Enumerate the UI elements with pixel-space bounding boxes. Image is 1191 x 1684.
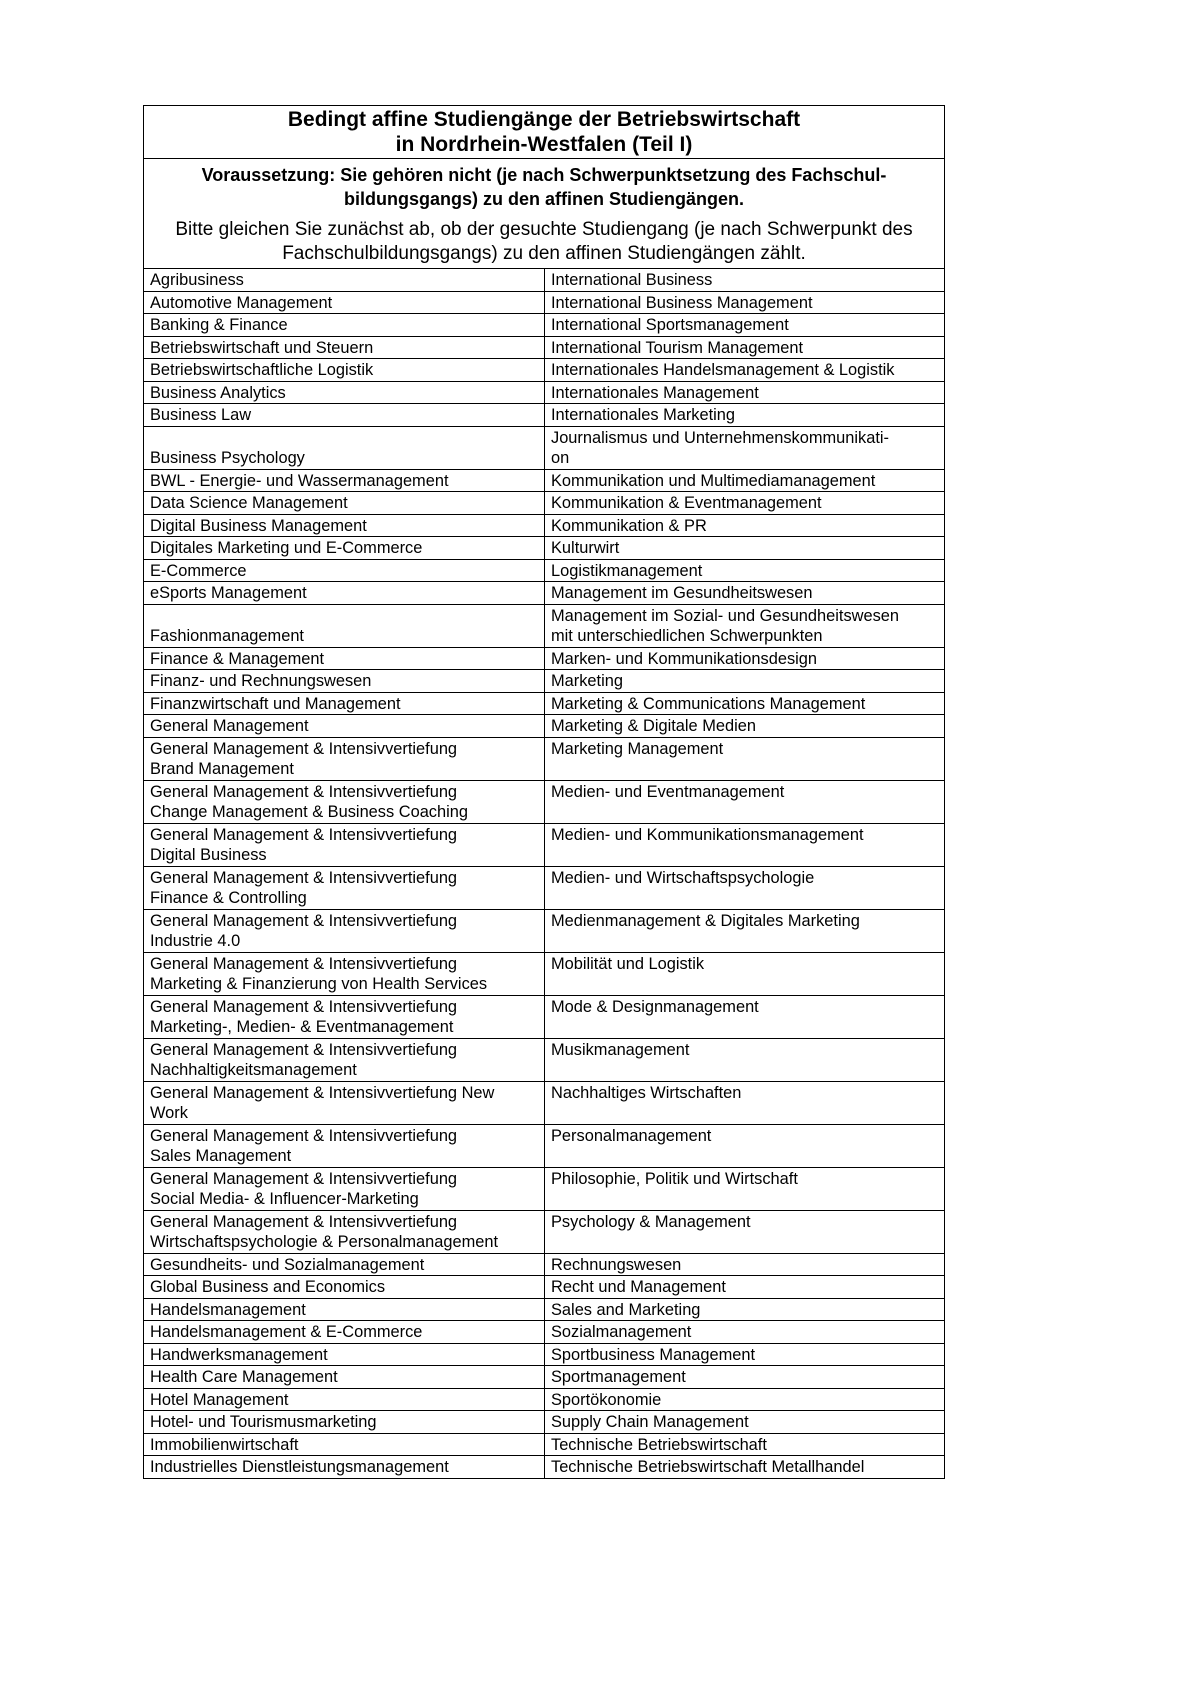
program-cell-right: Marken- und Kommunikationsdesign bbox=[545, 647, 945, 670]
program-cell-left: General Management & Intensivvertiefung Brand Management bbox=[144, 737, 545, 780]
table-row bbox=[144, 670, 945, 693]
program-cell-right: Nachhaltiges Wirtschaften bbox=[545, 1081, 945, 1124]
program-cell-right: Mode & Designmanagement bbox=[545, 995, 945, 1038]
program-cell-left: General Management & Intensivvertiefung Industrie 4.0 bbox=[144, 909, 545, 952]
program-cell-right: Sozialmanagement bbox=[545, 1321, 945, 1344]
prerequisite-line-1: Voraussetzung: Sie gehören nicht (je nach Schwerpunktsetzung des Fachschul- bbox=[201, 165, 887, 185]
table-row bbox=[144, 692, 945, 715]
instruction-line-1: Bitte gleichen Sie zunächst ab, ob der gesuchte Studiengang (je nach Schwerpunkt des bbox=[175, 219, 913, 240]
program-cell-right: Sportbusiness Management bbox=[545, 1343, 945, 1366]
program-cell-right: Internationales Handelsmanagement & Logistik bbox=[545, 359, 945, 382]
title-line-2: in Nordrhein-Westfalen (Teil I) bbox=[395, 133, 693, 156]
table-row bbox=[144, 823, 945, 866]
table-row bbox=[144, 359, 945, 382]
program-cell-right: International Business bbox=[545, 269, 945, 292]
program-cell-left: Finanzwirtschaft und Management bbox=[144, 692, 545, 715]
program-cell-left: Health Care Management bbox=[144, 1366, 545, 1389]
table-row bbox=[144, 780, 945, 823]
table-row bbox=[144, 604, 945, 647]
program-cell-right: Medienmanagement & Digitales Marketing bbox=[545, 909, 945, 952]
program-cell-left: Gesundheits- und Sozialmanagement bbox=[144, 1253, 545, 1276]
program-cell-right: Kommunikation & PR bbox=[545, 514, 945, 537]
prerequisite-section bbox=[144, 158, 944, 268]
program-cell-left: BWL - Energie- und Wassermanagement bbox=[144, 469, 545, 492]
instruction-text bbox=[152, 218, 936, 266]
program-cell-right: Logistikmanagement bbox=[545, 559, 945, 582]
table-row bbox=[144, 469, 945, 492]
program-cell-left: Finanz- und Rechnungswesen bbox=[144, 670, 545, 693]
program-cell-right: Management im Sozial- und Gesundheitswesen mit unterschiedlichen Schwerpunkten bbox=[545, 604, 945, 647]
document bbox=[143, 105, 945, 1479]
table-row bbox=[144, 866, 945, 909]
program-cell-right: Marketing & Communications Management bbox=[545, 692, 945, 715]
program-cell-left: Betriebswirtschaft und Steuern bbox=[144, 336, 545, 359]
study-programs-table bbox=[143, 268, 945, 1479]
table-row bbox=[144, 909, 945, 952]
program-cell-right: Supply Chain Management bbox=[545, 1411, 945, 1434]
program-cell-left: Agribusiness bbox=[144, 269, 545, 292]
table-row bbox=[144, 715, 945, 738]
program-cell-right: Personalmanagement bbox=[545, 1124, 945, 1167]
program-cell-left: General Management & Intensivvertiefung Finance & Controlling bbox=[144, 866, 545, 909]
table-row bbox=[144, 426, 945, 469]
program-cell-right: Musikmanagement bbox=[545, 1038, 945, 1081]
program-cell-right: Journalismus und Unternehmenskommunikati- on bbox=[545, 426, 945, 469]
program-cell-left: General Management & Intensivvertiefung Marketing & Finanzierung von Health Services bbox=[144, 952, 545, 995]
table-row bbox=[144, 1167, 945, 1210]
program-cell-right: International Sportsmanagement bbox=[545, 314, 945, 337]
program-cell-left: General Management & Intensivvertiefung Wirtschaftspsychologie & Personalmanagement bbox=[144, 1210, 545, 1253]
table-row bbox=[144, 314, 945, 337]
table-row bbox=[144, 492, 945, 515]
program-cell-right: Internationales Management bbox=[545, 381, 945, 404]
program-cell-left: General Management & Intensivvertiefung Marketing-, Medien- & Eventmanagement bbox=[144, 995, 545, 1038]
program-cell-left: Digital Business Management bbox=[144, 514, 545, 537]
program-cell-left: Immobilienwirtschaft bbox=[144, 1433, 545, 1456]
table-row bbox=[144, 1388, 945, 1411]
program-cell-right: Mobilität und Logistik bbox=[545, 952, 945, 995]
program-cell-right: International Business Management bbox=[545, 291, 945, 314]
program-cell-right: Marketing bbox=[545, 670, 945, 693]
table-row bbox=[144, 537, 945, 560]
program-cell-left: Handelsmanagement bbox=[144, 1298, 545, 1321]
table-row bbox=[144, 952, 945, 995]
program-cell-right: Internationales Marketing bbox=[545, 404, 945, 427]
program-cell-right: Technische Betriebswirtschaft Metallhandel bbox=[545, 1456, 945, 1479]
program-cell-right: Recht und Management bbox=[545, 1276, 945, 1299]
table-row bbox=[144, 269, 945, 292]
table-row bbox=[144, 291, 945, 314]
table-row bbox=[144, 336, 945, 359]
study-programs-table-body bbox=[144, 269, 945, 1479]
table-row bbox=[144, 1276, 945, 1299]
program-cell-right: Kommunikation & Eventmanagement bbox=[545, 492, 945, 515]
program-cell-right: Kulturwirt bbox=[545, 537, 945, 560]
table-row bbox=[144, 404, 945, 427]
table-row bbox=[144, 995, 945, 1038]
program-cell-right: Sportmanagement bbox=[545, 1366, 945, 1389]
program-cell-left: General Management & Intensivvertiefung Social Media- & Influencer-Marketing bbox=[144, 1167, 545, 1210]
program-cell-right: Technische Betriebswirtschaft bbox=[545, 1433, 945, 1456]
program-cell-left: General Management & Intensivvertiefung Sales Management bbox=[144, 1124, 545, 1167]
title-line-1: Bedingt affine Studiengänge der Betriebswirtschaft bbox=[287, 108, 801, 131]
table-row bbox=[144, 1124, 945, 1167]
program-cell-right: Rechnungswesen bbox=[545, 1253, 945, 1276]
program-cell-right: Medien- und Wirtschaftspsychologie bbox=[545, 866, 945, 909]
program-cell-left: Industrielles Dienstleistungsmanagement bbox=[144, 1456, 545, 1479]
program-cell-left: General Management & Intensivvertiefung Digital Business bbox=[144, 823, 545, 866]
program-cell-right: Philosophie, Politik und Wirtschaft bbox=[545, 1167, 945, 1210]
program-cell-left: Finance & Management bbox=[144, 647, 545, 670]
program-cell-left: Hotel- und Tourismusmarketing bbox=[144, 1411, 545, 1434]
program-cell-left: General Management bbox=[144, 715, 545, 738]
table-row bbox=[144, 559, 945, 582]
program-cell-right: Management im Gesundheitswesen bbox=[545, 582, 945, 605]
table-row bbox=[144, 647, 945, 670]
program-cell-left: Global Business and Economics bbox=[144, 1276, 545, 1299]
program-cell-left: Banking & Finance bbox=[144, 314, 545, 337]
prerequisite-line-2: bildungsgangs) zu den affinen Studiengängen. bbox=[344, 189, 744, 209]
prerequisite-text bbox=[152, 163, 936, 211]
program-cell-left: Automotive Management bbox=[144, 291, 545, 314]
table-row bbox=[144, 1456, 945, 1479]
program-cell-left: General Management & Intensivvertiefung New Work bbox=[144, 1081, 545, 1124]
table-row bbox=[144, 737, 945, 780]
document-title bbox=[144, 106, 944, 158]
program-cell-left: Handelsmanagement & E-Commerce bbox=[144, 1321, 545, 1344]
table-row bbox=[144, 1411, 945, 1434]
program-cell-left: Fashionmanagement bbox=[144, 604, 545, 647]
program-cell-left: Hotel Management bbox=[144, 1388, 545, 1411]
program-cell-left: eSports Management bbox=[144, 582, 545, 605]
program-cell-left: General Management & Intensivvertiefung Nachhaltigkeitsmanagement bbox=[144, 1038, 545, 1081]
table-row bbox=[144, 582, 945, 605]
program-cell-left: Digitales Marketing und E-Commerce bbox=[144, 537, 545, 560]
table-row bbox=[144, 381, 945, 404]
table-row bbox=[144, 1343, 945, 1366]
program-cell-right: Sportökonomie bbox=[545, 1388, 945, 1411]
program-cell-left: General Management & Intensivvertiefung Change Management & Business Coaching bbox=[144, 780, 545, 823]
table-row bbox=[144, 1038, 945, 1081]
program-cell-right: Marketing & Digitale Medien bbox=[545, 715, 945, 738]
program-cell-right: Marketing Management bbox=[545, 737, 945, 780]
table-row bbox=[144, 1366, 945, 1389]
program-cell-right: Medien- und Kommunikationsmanagement bbox=[545, 823, 945, 866]
table-row bbox=[144, 1321, 945, 1344]
program-cell-left: E-Commerce bbox=[144, 559, 545, 582]
program-cell-right: Kommunikation und Multimediamanagement bbox=[545, 469, 945, 492]
table-row bbox=[144, 1253, 945, 1276]
program-cell-left: Handwerksmanagement bbox=[144, 1343, 545, 1366]
program-cell-left: Betriebswirtschaftliche Logistik bbox=[144, 359, 545, 382]
program-cell-right: International Tourism Management bbox=[545, 336, 945, 359]
table-row bbox=[144, 1081, 945, 1124]
program-cell-left: Data Science Management bbox=[144, 492, 545, 515]
instruction-line-2: Fachschulbildungsgangs) zu den affinen Studiengängen zählt. bbox=[282, 243, 806, 264]
table-row bbox=[144, 1298, 945, 1321]
table-row bbox=[144, 1210, 945, 1253]
table-row bbox=[144, 1433, 945, 1456]
program-cell-right: Psychology & Management bbox=[545, 1210, 945, 1253]
program-cell-left: Business Law bbox=[144, 404, 545, 427]
table-row bbox=[144, 514, 945, 537]
program-cell-right: Medien- und Eventmanagement bbox=[545, 780, 945, 823]
program-cell-left: Business Analytics bbox=[144, 381, 545, 404]
program-cell-right: Sales and Marketing bbox=[545, 1298, 945, 1321]
program-cell-left: Business Psychology bbox=[144, 426, 545, 469]
header-box bbox=[143, 105, 945, 268]
